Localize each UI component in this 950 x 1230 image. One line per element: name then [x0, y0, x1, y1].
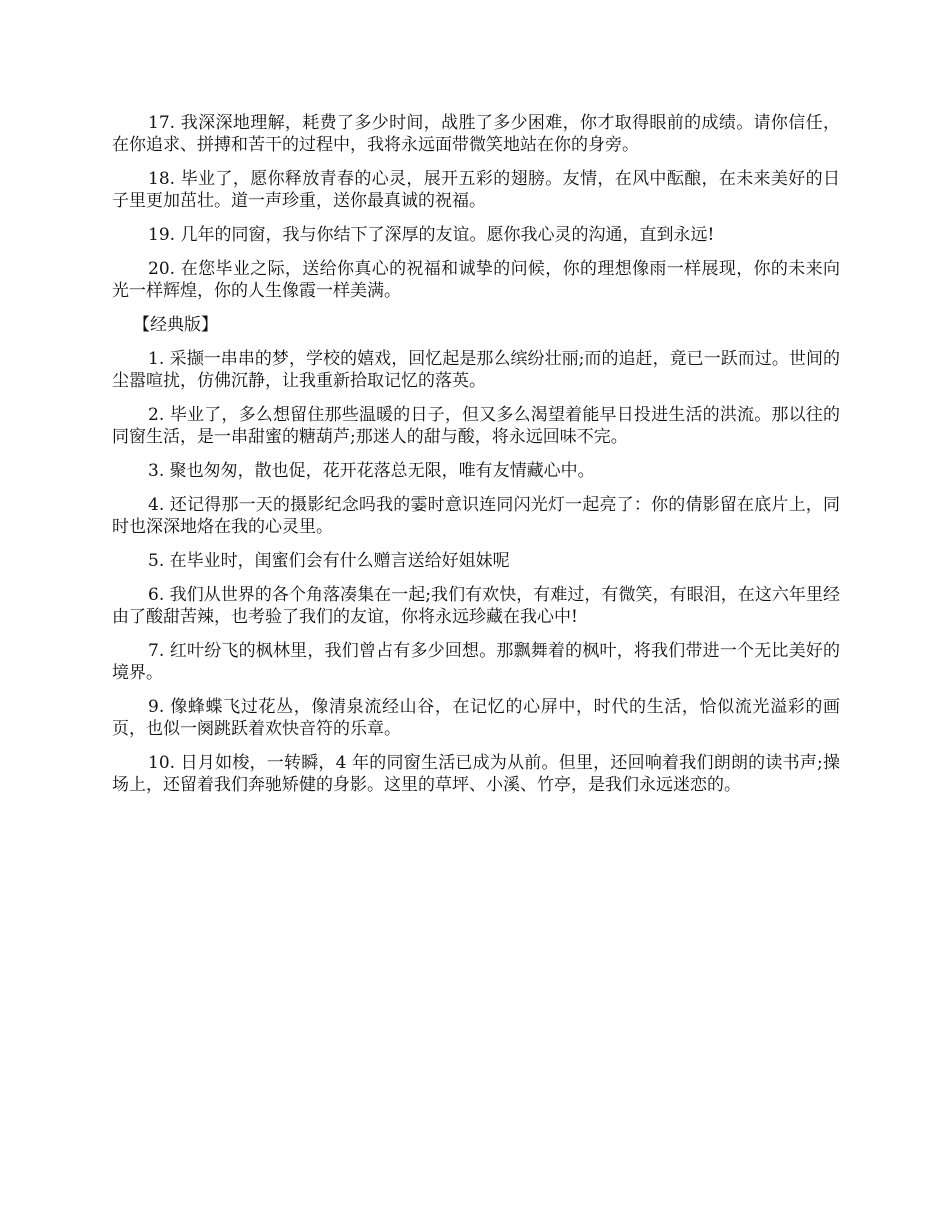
classic-paragraph-2: 2. 毕业了，多么想留住那些温暖的日子，但又多么渴望着能早日投进生活的洪流。那以往的同窗生活，是一串甜蜜的糖葫芦;那迷人的甜与酸，将永远回味不完。: [112, 405, 840, 447]
classic-paragraph-9: 9. 像蜂蝶飞过花丛，像清泉流经山谷，在记忆的心屏中，时代的生活，恰似流光溢彩的画页，也似一阕跳跃着欢快音符的乐章。: [112, 697, 840, 739]
paragraph-20: 20. 在您毕业之际，送给你真心的祝福和诚挚的问候，你的理想像雨一样展现，你的未来向光一样辉煌，你的人生像霞一样美满。: [112, 259, 840, 301]
classic-paragraph-4: 4. 还记得那一天的摄影纪念吗我的霎时意识连同闪光灯一起亮了：你的倩影留在底片上，同时也深深地烙在我的心灵里。: [112, 495, 840, 537]
classic-paragraph-6: 6. 我们从世界的各个角落凑集在一起;我们有欢快，有难过，有微笑，有眼泪，在这六年里经由了酸甜苦辣，也考验了我们的友谊，你将永远珍藏在我心中!: [112, 585, 840, 627]
classic-paragraph-10: 10. 日月如梭，一转瞬，4 年的同窗生活已成为从前。但里，还回响着我们朗朗的读书声;操场上，还留着我们奔驰矫健的身影。这里的草坪、小溪、竹亭，是我们永远迷恋的。: [112, 753, 840, 795]
section-heading-classic: 【经典版】: [133, 315, 218, 335]
classic-paragraph-5: 5. 在毕业时，闺蜜们会有什么赠言送给好姐妹呢: [148, 551, 510, 571]
classic-paragraph-7: 7. 红叶纷飞的枫林里，我们曾占有多少回想。那飘舞着的枫叶，将我们带进一个无比美好的境界。: [112, 641, 840, 683]
paragraph-18: 18. 毕业了，愿你释放青春的心灵，展开五彩的翅膀。友情，在风中酝酿，在未来美好的日子里更加茁壮。道一声珍重，送你最真诚的祝福。: [112, 169, 840, 211]
paragraph-19: 19. 几年的同窗，我与你结下了深厚的友谊。愿你我心灵的沟通，直到永远!: [148, 225, 715, 245]
classic-paragraph-1: 1. 采撷一串串的梦，学校的嬉戏，回忆起是那么缤纷壮丽;而的追赶，竟已一跃而过。世间的尘嚣喧扰，仿佛沉静，让我重新拾取记忆的落英。: [112, 349, 840, 391]
document-body: [112, 112, 840, 808]
classic-paragraph-3: 3. 聚也匆匆，散也促，花开花落总无限，唯有友情藏心中。: [148, 461, 595, 481]
paragraph-17: 17. 我深深地理解，耗费了多少时间，战胜了多少困难，你才取得眼前的成绩。请你信任，在你追求、拼搏和苦干的过程中，我将永远面带微笑地站在你的身旁。: [112, 113, 840, 155]
